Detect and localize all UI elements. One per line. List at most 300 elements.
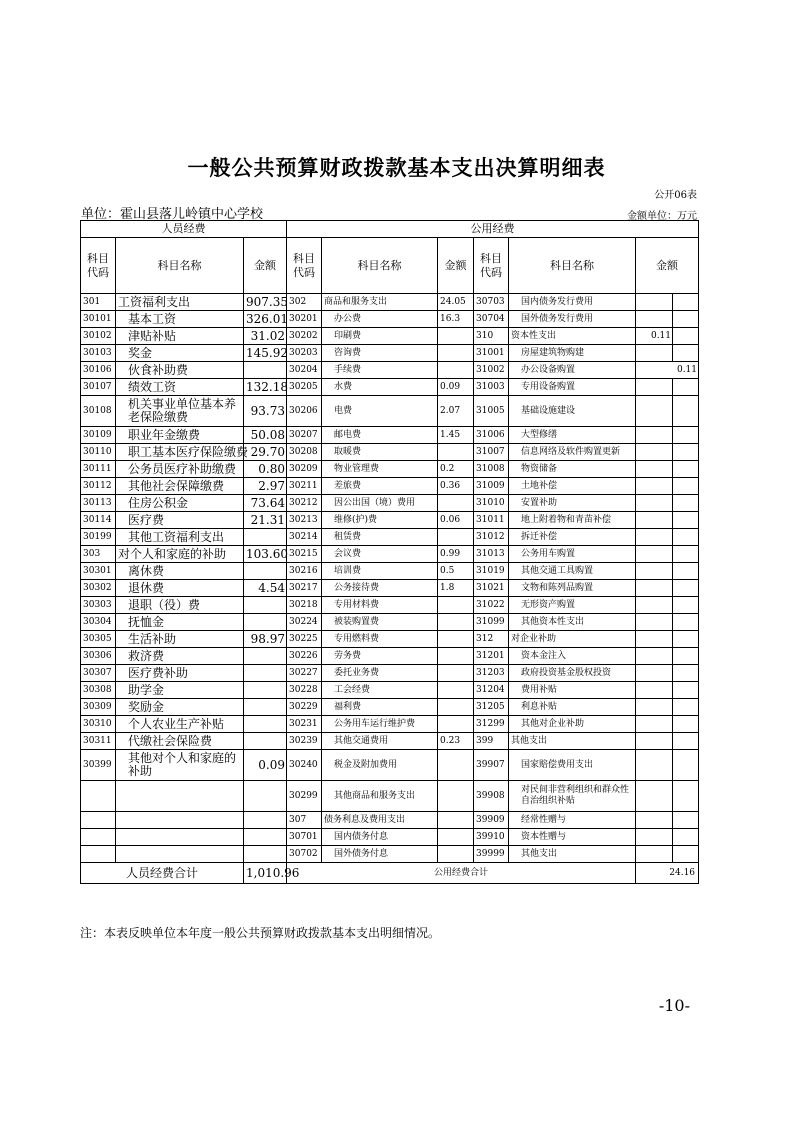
personnel-amount-cell: 93.73 (244, 396, 287, 427)
table-row (81, 461, 699, 478)
personnel-name-cell: 个人农业生产补贴 (116, 716, 244, 733)
code-header: 科目代码 (474, 238, 509, 294)
personnel-name-cell: 奖励金 (116, 699, 244, 716)
public-code-cell: 30224 (287, 614, 322, 631)
empty-cell (673, 512, 699, 529)
capital-amount-cell (636, 580, 673, 597)
personnel-code-cell: 30399 (81, 750, 116, 781)
personnel-amount-cell: 145.92 (244, 345, 287, 362)
capital-code-cell: 39910 (474, 829, 509, 846)
public-name-cell: 公务用车运行维护费 (322, 716, 438, 733)
code-header: 科目代码 (81, 238, 116, 294)
public-code-cell: 30218 (287, 597, 322, 614)
personnel-code-cell (81, 781, 116, 812)
personnel-name-cell: 退休费 (116, 580, 244, 597)
public-name-cell: 劳务费 (322, 648, 438, 665)
footnote: 注：本表反映单位本年度一般公共预算财政拨款基本支出明细情况。 (80, 926, 441, 940)
empty-cell (673, 444, 699, 461)
capital-amount-cell: 0.11 (636, 362, 699, 379)
personnel-code-cell: 30311 (81, 733, 116, 750)
personnel-amount-cell: 326.01 (244, 311, 287, 328)
capital-amount-cell (636, 812, 673, 829)
capital-name-cell: 其他支出 (509, 846, 636, 863)
public-name-cell: 租赁费 (322, 529, 438, 546)
table-row (81, 597, 699, 614)
code-header: 科目代码 (287, 238, 322, 294)
capital-amount-cell (636, 461, 673, 478)
capital-code-cell: 31013 (474, 546, 509, 563)
personnel-name-cell: 职业年金缴费 (116, 427, 244, 444)
capital-amount-cell (636, 294, 673, 311)
empty-cell (673, 597, 699, 614)
personnel-code-cell: 30114 (81, 512, 116, 529)
capital-amount-cell (636, 648, 673, 665)
personnel-name-cell (116, 829, 244, 846)
public-name-cell: 邮电费 (322, 427, 438, 444)
amount-header: 金额 (636, 238, 699, 294)
public-name-cell: 专用材料费 (322, 597, 438, 614)
public-amount-cell (438, 812, 474, 829)
capital-name-cell: 经常性赠与 (509, 812, 636, 829)
public-code-cell: 30240 (287, 750, 322, 781)
capital-code-cell: 31005 (474, 396, 509, 427)
table-row (81, 512, 699, 529)
capital-name-cell: 国外债务发行费用 (509, 311, 636, 328)
public-code-cell: 30213 (287, 512, 322, 529)
amount-header: 金额 (438, 238, 474, 294)
empty-cell (673, 396, 699, 427)
public-name-cell: 委托业务费 (322, 665, 438, 682)
personnel-name-cell: 公务员医疗补助缴费 (116, 461, 244, 478)
capital-amount-cell (636, 631, 673, 648)
public-amount-cell: 16.3 (438, 311, 474, 328)
personnel-code-cell: 30111 (81, 461, 116, 478)
public-code-cell: 30207 (287, 427, 322, 444)
personnel-code-cell: 30301 (81, 563, 116, 580)
capital-name-cell: 其他资本性支出 (509, 614, 636, 631)
table-row (81, 682, 699, 699)
table-row (81, 362, 699, 379)
personnel-total-label: 人员经费合计 (81, 863, 244, 884)
public-amount-cell (438, 328, 474, 345)
capital-name-cell: 资本金注入 (509, 648, 636, 665)
personnel-code-cell: 30304 (81, 614, 116, 631)
personnel-code-cell: 30107 (81, 379, 116, 396)
personnel-name-cell: 其他工资福利支出 (116, 529, 244, 546)
capital-name-cell: 地上附着物和青苗补偿 (509, 512, 636, 529)
table-row (81, 665, 699, 682)
capital-code-cell: 31012 (474, 529, 509, 546)
capital-name-cell: 国内债务发行费用 (509, 294, 636, 311)
capital-code-cell: 31019 (474, 563, 509, 580)
capital-name-cell: 其他支出 (509, 733, 636, 750)
personnel-amount-cell (244, 846, 287, 863)
capital-name-cell: 政府投资基金股权投资 (509, 665, 636, 682)
empty-cell (673, 733, 699, 750)
personnel-name-cell: 退职（役）费 (116, 597, 244, 614)
public-amount-cell: 0.36 (438, 478, 474, 495)
table-row (81, 614, 699, 631)
public-name-cell: 取暖费 (322, 444, 438, 461)
table-row (81, 379, 699, 396)
table-row (81, 427, 699, 444)
capital-name-cell: 基础设施建设 (509, 396, 636, 427)
personnel-name-cell: 津贴补贴 (116, 328, 244, 345)
empty-cell (673, 614, 699, 631)
empty-cell (673, 345, 699, 362)
personnel-amount-cell (244, 682, 287, 699)
personnel-total-amount: 1,010.96 (244, 863, 287, 884)
public-code-cell: 30211 (287, 478, 322, 495)
capital-code-cell: 31022 (474, 597, 509, 614)
table-row (81, 829, 699, 846)
capital-code-cell: 31204 (474, 682, 509, 699)
personnel-code-cell: 30310 (81, 716, 116, 733)
personnel-amount-cell (244, 665, 287, 682)
public-name-cell: 被装购置费 (322, 614, 438, 631)
public-amount-cell: 0.23 (438, 733, 474, 750)
expenditure-table (80, 220, 699, 884)
personnel-name-cell: 绩效工资 (116, 379, 244, 396)
personnel-code-cell: 30103 (81, 345, 116, 362)
table-row (81, 328, 699, 345)
amount-header: 金额 (244, 238, 287, 294)
personnel-name-cell: 离休费 (116, 563, 244, 580)
personnel-code-cell: 30106 (81, 362, 116, 379)
public-code-cell: 302 (287, 294, 322, 311)
capital-name-cell: 资本性支出 (509, 328, 636, 345)
personnel-code-cell: 303 (81, 546, 116, 563)
capital-name-cell: 办公设备购置 (509, 362, 636, 379)
capital-code-cell: 39908 (474, 781, 509, 812)
personnel-code-cell: 30308 (81, 682, 116, 699)
capital-name-cell: 公务用车购置 (509, 546, 636, 563)
capital-code-cell: 31009 (474, 478, 509, 495)
personnel-name-cell: 抚恤金 (116, 614, 244, 631)
personnel-code-cell: 30113 (81, 495, 116, 512)
capital-name-cell: 安置补助 (509, 495, 636, 512)
table-row (81, 750, 699, 781)
personnel-amount-cell (244, 829, 287, 846)
public-name-cell: 印刷费 (322, 328, 438, 345)
public-code-cell: 30209 (287, 461, 322, 478)
capital-code-cell: 31010 (474, 495, 509, 512)
empty-cell (673, 682, 699, 699)
public-code-cell: 30229 (287, 699, 322, 716)
personnel-name-cell: 机关事业单位基本养老保险缴费 (116, 396, 244, 427)
capital-code-cell: 39999 (474, 846, 509, 863)
empty-cell (673, 648, 699, 665)
public-name-cell: 福利费 (322, 699, 438, 716)
public-amount-cell (438, 699, 474, 716)
capital-amount-cell (636, 829, 673, 846)
empty-cell (673, 829, 699, 846)
capital-name-cell: 其他交通工具购置 (509, 563, 636, 580)
empty-cell (673, 546, 699, 563)
capital-name-cell: 房屋建筑物购建 (509, 345, 636, 362)
personnel-amount-cell (244, 812, 287, 829)
personnel-name-cell: 救济费 (116, 648, 244, 665)
public-code-cell: 30216 (287, 563, 322, 580)
table-header-groups (81, 221, 699, 238)
capital-code-cell: 31008 (474, 461, 509, 478)
empty-cell (673, 812, 699, 829)
public-code-cell: 30225 (287, 631, 322, 648)
capital-amount-cell (636, 512, 673, 529)
public-name-cell: 其他交通费用 (322, 733, 438, 750)
empty-cell (673, 495, 699, 512)
personnel-code-cell: 301 (81, 294, 116, 311)
public-name-cell: 物业管理费 (322, 461, 438, 478)
capital-code-cell: 31002 (474, 362, 509, 379)
capital-amount-cell (636, 597, 673, 614)
personnel-amount-cell: 2.97 (244, 478, 287, 495)
empty-cell (673, 580, 699, 597)
public-amount-cell (438, 648, 474, 665)
capital-amount-cell (636, 699, 673, 716)
capital-name-cell: 国家赔偿费用支出 (509, 750, 636, 781)
capital-amount-cell (636, 846, 673, 863)
capital-name-cell: 文物和陈列品购置 (509, 580, 636, 597)
personnel-name-cell: 医疗费补助 (116, 665, 244, 682)
personnel-code-cell: 30112 (81, 478, 116, 495)
capital-name-cell: 无形资产购置 (509, 597, 636, 614)
public-name-cell: 专用燃料费 (322, 631, 438, 648)
personnel-code-cell (81, 846, 116, 863)
personnel-code-cell: 30108 (81, 396, 116, 427)
public-name-cell: 债务利息及费用支出 (322, 812, 438, 829)
capital-name-cell: 费用补贴 (509, 682, 636, 699)
table-row (81, 546, 699, 563)
capital-code-cell: 31006 (474, 427, 509, 444)
public-code-cell: 30204 (287, 362, 322, 379)
public-name-cell: 国内债务付息 (322, 829, 438, 846)
capital-amount-cell (636, 478, 673, 495)
capital-code-cell: 31201 (474, 648, 509, 665)
capital-amount-cell (636, 733, 673, 750)
public-code-cell: 30299 (287, 781, 322, 812)
personnel-code-cell: 30306 (81, 648, 116, 665)
page-number: -10- (658, 996, 690, 1015)
capital-amount-cell (636, 345, 673, 362)
personnel-name-cell: 住房公积金 (116, 495, 244, 512)
personnel-amount-cell: 73.64 (244, 495, 287, 512)
capital-name-cell: 专用设备购置 (509, 379, 636, 396)
empty-cell (673, 427, 699, 444)
capital-code-cell: 31099 (474, 614, 509, 631)
table-row (81, 345, 699, 362)
table-row (81, 311, 699, 328)
capital-name-cell: 对民间非营利组织和群众性自治组织补贴 (509, 781, 636, 812)
table-row (81, 631, 699, 648)
empty-cell (673, 379, 699, 396)
personnel-code-cell: 30102 (81, 328, 116, 345)
personnel-name-cell: 代缴社会保险费 (116, 733, 244, 750)
personnel-name-cell (116, 781, 244, 812)
public-code-cell: 30201 (287, 311, 322, 328)
capital-amount-cell: 0.11 (636, 328, 673, 345)
capital-name-cell: 资本性赠与 (509, 829, 636, 846)
personnel-amount-cell (244, 716, 287, 733)
capital-code-cell: 39907 (474, 750, 509, 781)
personnel-code-cell: 30305 (81, 631, 116, 648)
personnel-amount-cell (244, 563, 287, 580)
capital-code-cell: 31003 (474, 379, 509, 396)
public-code-cell: 30217 (287, 580, 322, 597)
capital-name-cell: 其他对企业补助 (509, 716, 636, 733)
personnel-code-cell: 30101 (81, 311, 116, 328)
public-code-cell: 30227 (287, 665, 322, 682)
table-row (81, 444, 699, 461)
table-header-columns (81, 238, 699, 294)
capital-amount-cell (636, 311, 673, 328)
public-code-cell: 30226 (287, 648, 322, 665)
table-row (81, 733, 699, 750)
capital-code-cell: 399 (474, 733, 509, 750)
public-amount-cell (438, 597, 474, 614)
personnel-amount-cell: 0.80 (244, 461, 287, 478)
public-amount-cell (438, 444, 474, 461)
public-name-cell: 国外债务付息 (322, 846, 438, 863)
public-amount-cell: 0.06 (438, 512, 474, 529)
personnel-amount-cell: 31.02 (244, 328, 287, 345)
capital-amount-cell (636, 682, 673, 699)
personnel-group-header: 人员经费 (81, 221, 287, 238)
public-code-cell: 30231 (287, 716, 322, 733)
personnel-amount-cell: 50.08 (244, 427, 287, 444)
empty-cell (673, 478, 699, 495)
personnel-amount-cell (244, 699, 287, 716)
personnel-amount-cell: 29.70 (244, 444, 287, 461)
personnel-amount-cell: 907.35 (244, 294, 287, 311)
public-name-cell: 电费 (322, 396, 438, 427)
capital-amount-cell (636, 563, 673, 580)
public-code-cell: 30212 (287, 495, 322, 512)
capital-amount-cell (636, 781, 673, 812)
capital-name-cell: 土地补偿 (509, 478, 636, 495)
personnel-name-cell: 奖金 (116, 345, 244, 362)
table-row (81, 846, 699, 863)
capital-name-cell: 对企业补助 (509, 631, 636, 648)
personnel-name-cell: 对个人和家庭的补助 (116, 546, 244, 563)
personnel-name-cell: 生活补助 (116, 631, 244, 648)
empty-cell (673, 716, 699, 733)
personnel-amount-cell (244, 529, 287, 546)
capital-amount-cell (636, 546, 673, 563)
table-row (81, 396, 699, 427)
empty-cell (673, 699, 699, 716)
public-amount-cell (438, 665, 474, 682)
table-row (81, 529, 699, 546)
empty-cell (673, 846, 699, 863)
public-amount-cell: 0.5 (438, 563, 474, 580)
name-header: 科目名称 (116, 238, 244, 294)
table-row (81, 580, 699, 597)
personnel-code-cell: 30199 (81, 529, 116, 546)
personnel-amount-cell: 98.97 (244, 631, 287, 648)
table-row (81, 294, 699, 311)
public-name-cell: 水费 (322, 379, 438, 396)
public-amount-cell (438, 750, 474, 781)
empty-cell (673, 294, 699, 311)
public-amount-cell (438, 362, 474, 379)
public-name-cell: 其他商品和服务支出 (322, 781, 438, 812)
page-title: 一般公共预算财政拨款基本支出决算明细表 (187, 155, 606, 180)
public-name-cell: 咨询费 (322, 345, 438, 362)
public-amount-cell: 1.8 (438, 580, 474, 597)
personnel-amount-cell: 4.54 (244, 580, 287, 597)
empty-cell (673, 750, 699, 781)
personnel-amount-cell (244, 597, 287, 614)
public-code-cell: 30205 (287, 379, 322, 396)
capital-name-cell: 大型修缮 (509, 427, 636, 444)
personnel-amount-cell (244, 362, 287, 379)
capital-code-cell: 31001 (474, 345, 509, 362)
personnel-code-cell: 30110 (81, 444, 116, 461)
personnel-code-cell: 30109 (81, 427, 116, 444)
capital-code-cell: 30704 (474, 311, 509, 328)
public-amount-cell: 2.07 (438, 396, 474, 427)
personnel-code-cell (81, 829, 116, 846)
capital-amount-cell (636, 750, 673, 781)
public-name-cell: 工会经费 (322, 682, 438, 699)
public-amount-cell (438, 846, 474, 863)
empty-cell (673, 563, 699, 580)
empty-cell (673, 665, 699, 682)
capital-amount-cell (636, 614, 673, 631)
capital-code-cell: 310 (474, 328, 509, 345)
capital-amount-cell (636, 529, 673, 546)
public-group-header: 公用经费 (287, 221, 699, 238)
public-code-cell: 30202 (287, 328, 322, 345)
name-header: 科目名称 (509, 238, 636, 294)
personnel-code-cell: 30302 (81, 580, 116, 597)
personnel-name-cell: 工资福利支出 (116, 294, 244, 311)
capital-amount-cell (636, 396, 673, 427)
public-name-cell: 商品和服务支出 (322, 294, 438, 311)
personnel-name-cell (116, 812, 244, 829)
public-amount-cell (438, 781, 474, 812)
personnel-amount-cell: 132.18 (244, 379, 287, 396)
personnel-name-cell: 基本工资 (116, 311, 244, 328)
public-name-cell: 差旅费 (322, 478, 438, 495)
public-total-label: 公用经费合计 (287, 863, 636, 884)
personnel-code-cell: 30309 (81, 699, 116, 716)
personnel-code-cell: 30307 (81, 665, 116, 682)
personnel-code-cell: 30303 (81, 597, 116, 614)
public-name-cell: 培训费 (322, 563, 438, 580)
personnel-code-cell (81, 812, 116, 829)
public-code-cell: 30702 (287, 846, 322, 863)
name-header: 科目名称 (322, 238, 438, 294)
public-code-cell: 30208 (287, 444, 322, 461)
capital-code-cell: 31021 (474, 580, 509, 597)
public-code-cell: 30215 (287, 546, 322, 563)
capital-code-cell: 39909 (474, 812, 509, 829)
capital-amount-cell (636, 665, 673, 682)
capital-name-cell: 利息补贴 (509, 699, 636, 716)
personnel-amount-cell: 0.09 (244, 750, 287, 781)
public-name-cell: 税金及附加费用 (322, 750, 438, 781)
capital-code-cell: 312 (474, 631, 509, 648)
personnel-amount-cell: 103.60 (244, 546, 287, 563)
capital-name-cell: 物资储备 (509, 461, 636, 478)
public-amount-cell: 0.2 (438, 461, 474, 478)
public-code-cell: 30239 (287, 733, 322, 750)
capital-code-cell: 30703 (474, 294, 509, 311)
personnel-amount-cell (244, 648, 287, 665)
empty-cell (673, 631, 699, 648)
